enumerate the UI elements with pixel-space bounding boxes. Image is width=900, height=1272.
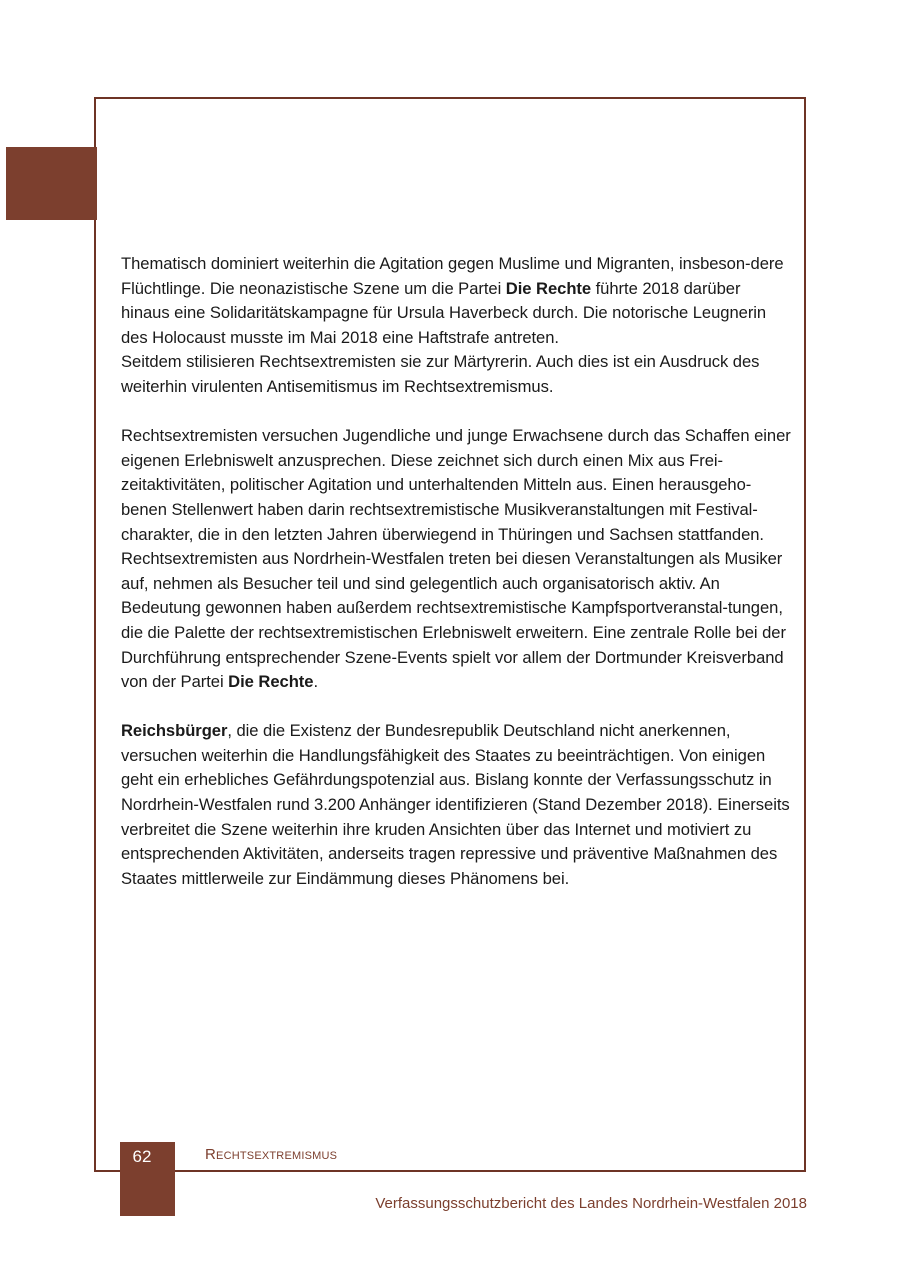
party-name-bold: Die Rechte (228, 672, 314, 692)
page-number-box (120, 1142, 175, 1216)
publication-title: Verfassungsschutzbericht des Landes Nordrhein-Westfalen 2018 (375, 1195, 807, 1212)
text-segment: führte 2018 darüber hinaus eine Solidaritätskampagne für Ursula Haverbeck durch. Die notorische Leugnerin des Holocaust musste im Mai 2018 eine Haftstrafe antreten. (121, 278, 767, 347)
paragraph-agitation (121, 252, 793, 400)
text-segment: , die die Existenz der Bundesrepublik Deutschland nicht anerkennen, versuchen weiterhin die Handlungsfähigkeit des Staates zu beeinträchtigen. Von einigen geht ein erhebliches Gefährdungspotenzial aus. Bislang konnte der Verfassungsschutz in Nordrhein-Westfalen rund 3.200 Anhänger identifizieren (Stand Dezember 2018). Einerseits verbreitet die Szene weiterhin ihre kruden Ansichten über das Internet und motiviert zu entsprechenden Aktivitäten, anderseits tragen repressive und präventive Maßnahmen des Staates mittlerweile zur Eindämmung dieses Phänomens bei. (121, 721, 790, 888)
page-number: 62 (132, 1147, 152, 1166)
chapter-tab-marker (6, 147, 97, 220)
text-segment: . (313, 672, 318, 692)
party-name-bold: Die Rechte (505, 278, 592, 298)
paragraph-erlebniswelt (121, 424, 793, 695)
text-segment: Rechtsextremisten versuchen Jugendliche und junge Erwachsene durch das Schaffen einer eigenen Erlebniswelt anzusprechen. Diese zeichnet sich durch einen Mix aus Frei-zeitaktivitäten, politischer Agitation und unterhaltenden Mitteln aus. Einen herausgeho-benen Stellenwert haben darin rechtsextremistische Musikveranstaltungen mit Festival-charakter, die in den letzten Jahren überwiegend in Thüringen und Sachsen stattfanden. Rechtsextremisten aus Nordrhein-Westfalen treten bei diesen Veranstaltungen als Musiker auf, nehmen als Besucher teil und sind gelegentlich auch organisatorisch aktiv. An Bedeutung gewonnen haben außerdem rechtsextremistische Kampfsportveranstal-tungen, die die Palette der rechtsextremistischen Erlebniswelt erweitern. Eine zentrale Rolle bei der Durchführung entsprechender Szene-Events spielt vor allem der Dortmunder Kreisverband von der Partei (121, 426, 791, 692)
section-label: Rechtsextremismus (205, 1146, 338, 1163)
paragraph-reichsbuerger (121, 719, 793, 891)
term-reichsbuerger-bold: Reichsbürger (121, 721, 228, 741)
body-text (121, 252, 793, 916)
text-segment: Seitdem stilisieren Rechtsextremisten sie zur Märtyrerin. Auch dies ist ein Ausdruck des weiterhin virulenten Antisemitismus im Rechtsextremismus. (121, 352, 760, 396)
text-segment: Thematisch dominiert weiterhin die Agitation gegen Muslime und Migranten, insbeson-dere Flüchtlinge. Die neonazistische Szene um die Partei (121, 254, 784, 298)
